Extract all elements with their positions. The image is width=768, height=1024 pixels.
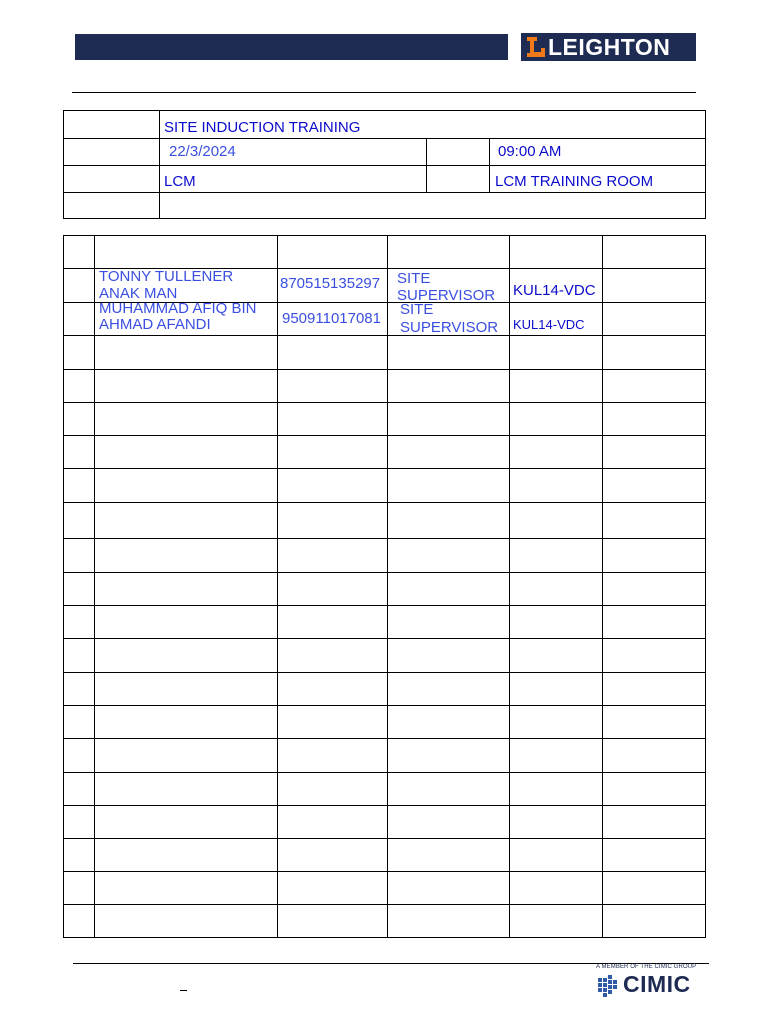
training-date: 22/3/2024 <box>169 143 236 160</box>
table-rule <box>63 904 706 905</box>
cimic-dots-icon <box>598 975 620 997</box>
attendee-name-line1: TONNY TULLENER <box>99 268 234 285</box>
info-box-border <box>63 110 64 219</box>
table-column-rule <box>387 235 388 938</box>
table-rule <box>63 638 706 639</box>
training-time: 09:00 AM <box>498 143 562 160</box>
table-rule <box>63 805 706 806</box>
attendee-role-line2: SUPERVISOR <box>400 319 499 336</box>
cimic-logo <box>596 964 711 998</box>
table-rule <box>63 871 706 872</box>
table-rule <box>63 538 706 539</box>
info-box-border <box>705 110 706 219</box>
attendee-name-line1: MUHAMMAD AFIQ BIN <box>99 300 257 317</box>
table-rule <box>63 672 706 673</box>
training-title: SITE INDUCTION TRAINING <box>164 119 361 136</box>
attendee-role-line2: SUPERVISOR <box>397 287 496 304</box>
table-rule <box>63 435 706 436</box>
cimic-member-text: A MEMBER OF THE CIMIC GROUP <box>596 964 697 970</box>
table-column-rule <box>602 235 603 938</box>
table-rule <box>63 738 706 739</box>
training-company: LCM <box>164 173 196 190</box>
cimic-wordmark: CIMIC <box>623 971 691 997</box>
info-box-divider <box>159 110 160 219</box>
table-rule <box>63 235 706 236</box>
logo-text: LEIGHTON <box>548 34 671 60</box>
table-rule <box>63 605 706 606</box>
attendee-company: KUL14-VDC <box>513 317 585 332</box>
leighton-l-mark-icon <box>526 36 546 58</box>
attendee-name-line2: ANAK MAN <box>99 285 178 302</box>
table-rule <box>63 705 706 706</box>
attendee-company: KUL14-VDC <box>513 282 596 299</box>
info-box-divider <box>426 138 427 193</box>
attendee-ic: 950911017081 <box>282 310 381 327</box>
table-rule <box>63 838 706 839</box>
table-rule <box>63 402 706 403</box>
training-venue: LCM TRAINING ROOM <box>495 173 654 190</box>
table-column-rule <box>277 235 278 938</box>
table-rule <box>63 369 706 370</box>
table-rule <box>63 468 706 469</box>
info-box-divider <box>489 138 490 193</box>
table-rule <box>63 772 706 773</box>
header-bar <box>75 34 508 60</box>
attendee-name-line2: AHMAD AFANDI <box>99 316 211 333</box>
page-mark <box>180 990 187 991</box>
table-rule <box>63 937 706 938</box>
table-column-rule <box>705 235 706 938</box>
table-column-rule <box>63 235 64 938</box>
table-rule <box>63 502 706 503</box>
attendee-ic: 870515135297 <box>280 275 381 292</box>
table-rule <box>63 572 706 573</box>
leighton-logo <box>521 33 696 61</box>
attendee-role-line1: SITE <box>397 270 431 287</box>
table-column-rule <box>509 235 510 938</box>
table-rule <box>63 335 706 336</box>
header-rule <box>72 92 696 93</box>
table-column-rule <box>94 235 95 938</box>
attendee-role-line1: SITE <box>400 301 434 318</box>
